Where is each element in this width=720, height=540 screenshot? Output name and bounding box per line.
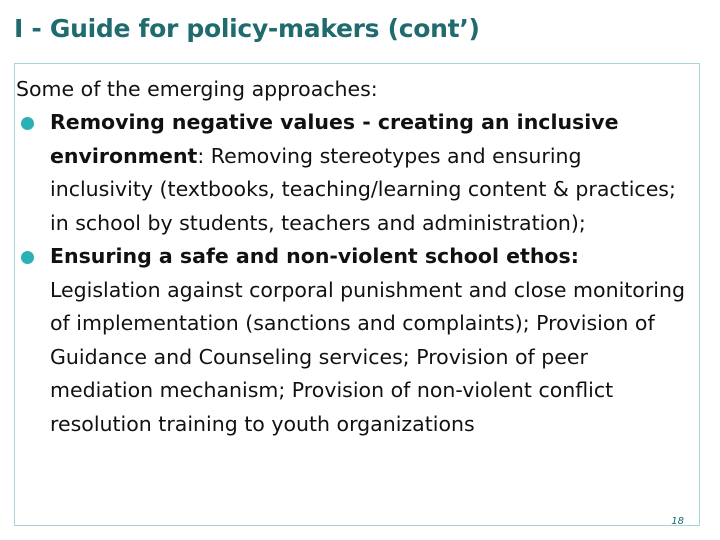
bullet-heading: Ensuring a safe and non-violent school ethos: (50, 244, 579, 268)
bullet-heading: Removing negative values - creating an inclusive environment (50, 110, 619, 168)
bullet-item-safe-school-ethos (20, 240, 690, 441)
bullet-item-inclusive-environment (20, 106, 690, 240)
bullet-separator: : (197, 143, 205, 168)
page-number: 18 (671, 516, 684, 527)
bullet-body: Removing stereotypes and ensuring inclusivity (textbooks, teaching/learning content & practices; in school by students, teachers and administration); (50, 143, 676, 235)
bullet-dot-icon (21, 117, 34, 130)
bullet-body: Legislation against corporal punishment and close monitoring of implementation (sanctions and complaints); Provision of Guidance and Counseling services; Provision of peer mediation mechanism; Provision of non-violent conflict resolution training to youth organizations (50, 277, 685, 436)
intro-text: Some of the emerging approaches: (16, 77, 378, 101)
bullet-list (20, 106, 690, 441)
bullet-dot-icon (21, 251, 34, 264)
slide-title: I - Guide for policy-makers (cont’) (14, 14, 480, 43)
